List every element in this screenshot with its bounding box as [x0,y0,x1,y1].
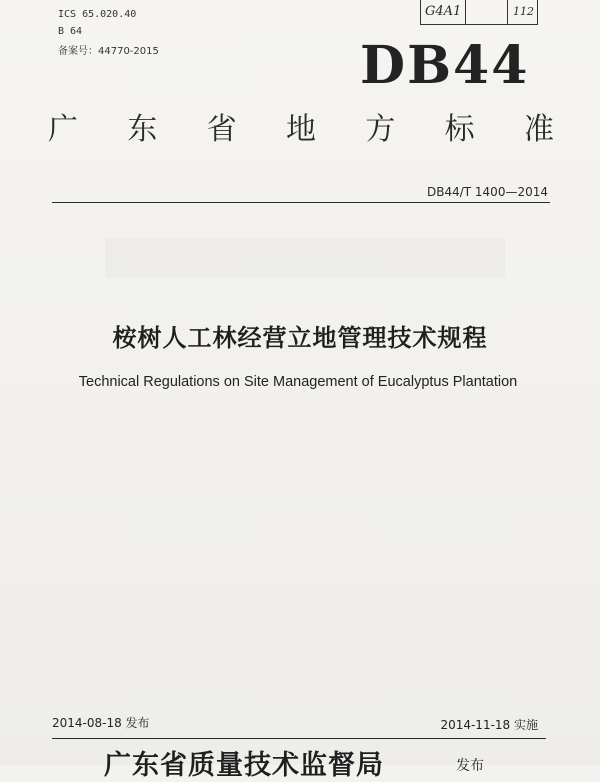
standard-type-title [48,104,554,148]
title-char: 地 [285,112,316,147]
title-char: 标 [444,112,475,147]
publish-date: 2014-08-18 发布 [52,716,150,730]
chinese-title: 桉树人工林经营立地管理技术规程 [112,324,488,352]
title-char: 广 [48,112,78,147]
title-char: 方 [365,112,396,147]
title-char: 准 [523,112,554,147]
stamp-count: 112 [513,5,534,18]
faded-area [105,238,505,278]
stamp-code: G4A1 [425,4,462,19]
bottom-divider [52,738,546,739]
standard-code-mark: DB44 [360,35,530,96]
issue-action: 发布 [456,758,484,774]
implement-date: 2014-11-18 实施 [440,718,538,732]
top-divider [52,202,550,203]
issuing-authority: 广东省质量技术监督局 [104,750,384,781]
english-title: Technical Regulations on Site Management of Eucalyptus Plantation [78,374,518,390]
title-char: 省 [206,112,237,147]
title-char: 东 [127,112,158,147]
filing-number: 备案号：44770-2015 [58,46,159,57]
standard-number: DB44/T 1400—2014 [426,185,548,199]
classification-code: B 64 [58,26,83,37]
ics-code: ICS 65.020.40 [58,9,137,20]
archive-stamp [420,0,538,25]
